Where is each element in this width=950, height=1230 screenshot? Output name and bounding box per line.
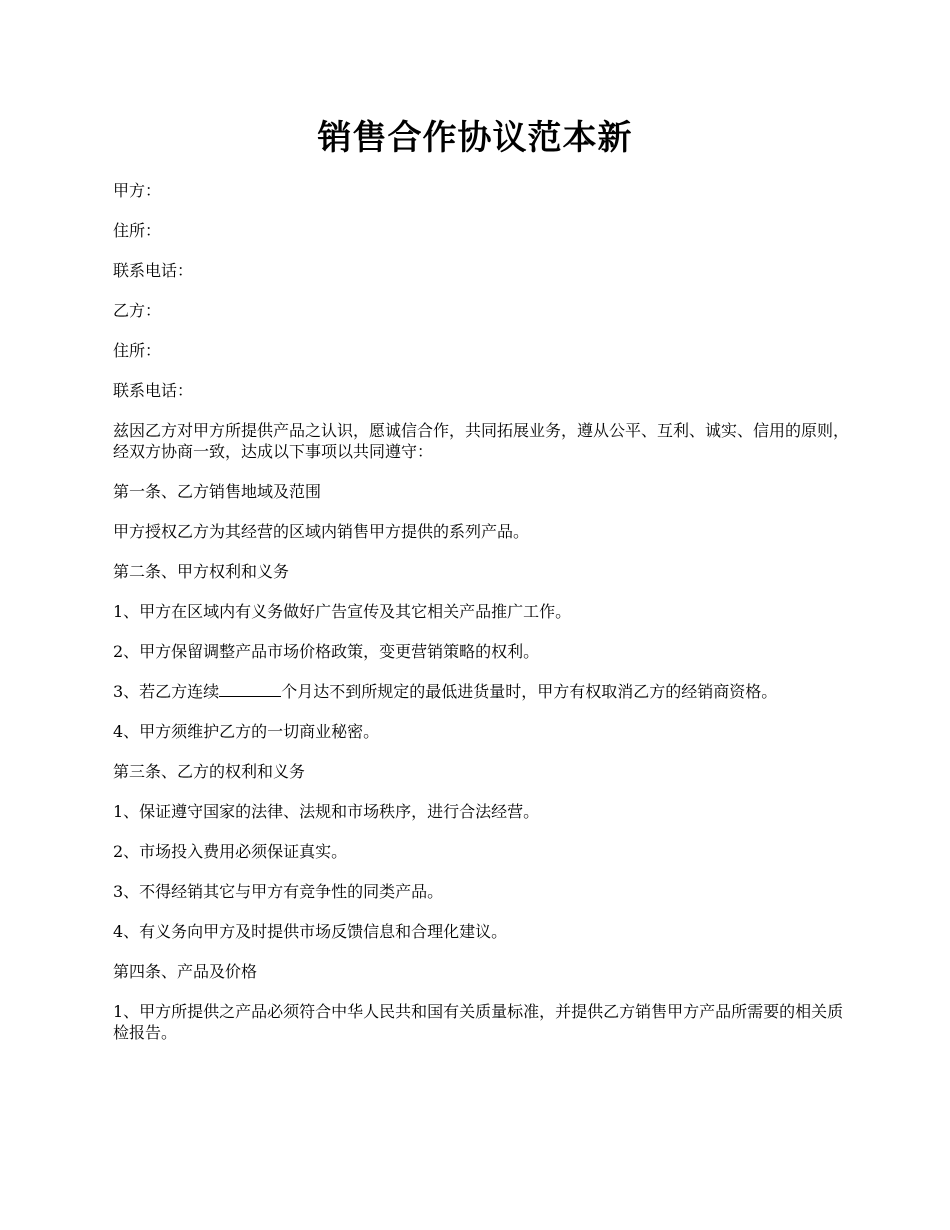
party-b-address: 住所： bbox=[113, 341, 162, 360]
party-b-phone: 联系电话： bbox=[113, 381, 194, 400]
preamble-paragraph: 兹因乙方对甲方所提供产品之认识，愿诚信合作，共同拓展业务，遵从公平、互利、诚实、信用的原则，经双方协商一致，达成以下事项以共同遵守： bbox=[113, 421, 850, 461]
party-a-address: 住所： bbox=[113, 221, 162, 240]
document-body bbox=[113, 180, 853, 1062]
article-3-item-1: 1、保证遵守国家的法律、法规和市场秩序，进行合法经营。 bbox=[113, 802, 540, 821]
article-4-item-1: 1、甲方所提供之产品必须符合中华人民共和国有关质量标准，并提供乙方销售甲方产品所需要的相关质检报告。 bbox=[113, 1002, 844, 1042]
article-4-heading: 第四条、产品及价格 bbox=[113, 962, 258, 981]
party-a-label: 甲方： bbox=[113, 181, 162, 200]
article-3-item-3: 3、不得经销其它与甲方有竞争性的同类产品。 bbox=[113, 882, 444, 901]
article-2-item-3-after-blank: 个月达不到所规定的最低进货量时，甲方有权取消乙方的经销商资格。 bbox=[281, 682, 778, 701]
article-2-heading: 第二条、甲方权利和义务 bbox=[113, 562, 290, 581]
article-1-text: 甲方授权乙方为其经营的区域内销售甲方提供的系列产品。 bbox=[113, 522, 530, 541]
party-a-phone: 联系电话： bbox=[113, 261, 194, 280]
fill-in-blank-line bbox=[219, 681, 281, 697]
article-2-item-3-before-blank: 3、若乙方连续 bbox=[113, 682, 220, 701]
article-1-heading: 第一条、乙方销售地域及范围 bbox=[113, 482, 322, 501]
article-2-item-3 bbox=[113, 681, 853, 702]
article-2-item-1: 1、甲方在区域内有义务做好广告宣传及其它相关产品推广工作。 bbox=[113, 602, 572, 621]
article-2-item-4: 4、甲方须维护乙方的一切商业秘密。 bbox=[113, 722, 380, 741]
article-3-item-4: 4、有义务向甲方及时提供市场反馈信息和合理化建议。 bbox=[113, 922, 508, 941]
article-3-item-2: 2、市场投入费用必须保证真实。 bbox=[113, 842, 348, 861]
document-title: 销售合作协议范本新 bbox=[317, 118, 633, 158]
article-2-item-2: 2、甲方保留调整产品市场价格政策，变更营销策略的权利。 bbox=[113, 642, 540, 661]
party-b-label: 乙方： bbox=[113, 301, 162, 320]
article-3-heading: 第三条、乙方的权利和义务 bbox=[113, 762, 306, 781]
